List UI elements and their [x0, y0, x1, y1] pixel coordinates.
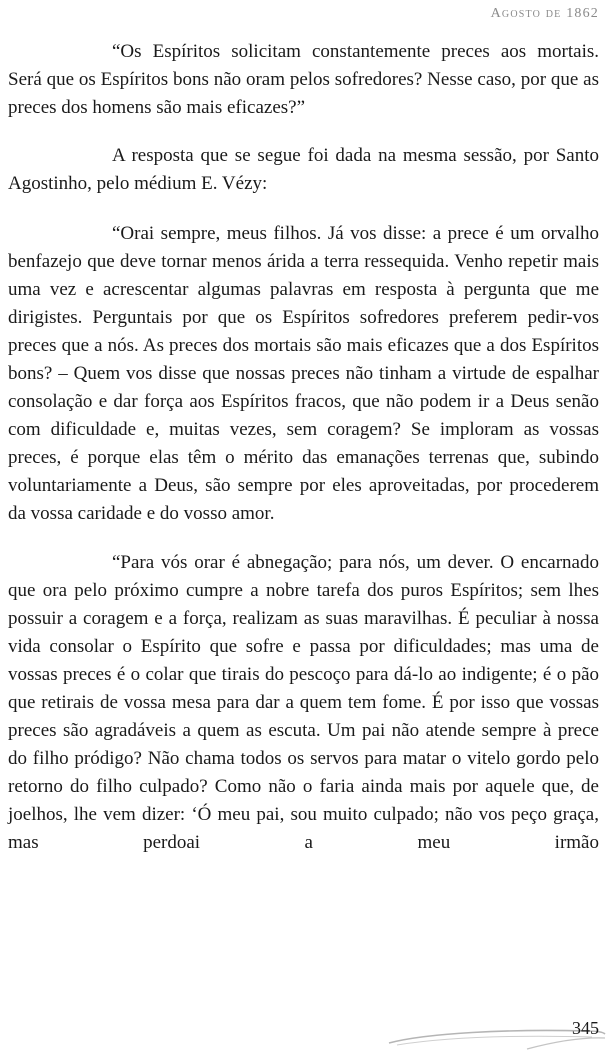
- paragraph-message-part-2: “Para vós orar é abnegação; para nós, um dever. O encarnado que ora pelo próximo cumpre a nobre tarefa dos puros Espíritos; sem lhes possuir a coragem e a força, realizam as suas maravilhas. É peculiar à nossa vida consolar o Espírito que sofre e passa por dificuldades; mas uma de vossas preces é o colar que tirais do pescoço para dá-lo ao indigente; é o pão que retirais de vossa mesa para dar a quem tem fome. É por isso que vossas preces são agradáveis a quem as escuta. Um pai não atende sempre à prece do filho pródigo? Não chama todos os servos para matar o vitelo gordo pelo retorno do filho culpado? Como não o faria ainda mais por aquele que, de joelhos, lhe vem dizer: ‘Ó meu pai, sou muito culpado; não vos peço graça, mas perdoai a meu irmão: [8, 552, 599, 853]
- page-footer: [387, 1007, 607, 1051]
- paragraph-message-part-1: “Orai sempre, meus filhos. Já vos disse: a prece é um orvalho benfazejo que deve tornar menos árida a terra ressequida. Venho repetir mais uma vez e acrescentar algumas palavras em resposta à pergunta que me dirigistes. Perguntais por que os Espíritos sofredores preferem pedir-vos preces que a nós. As preces dos mortais são mais eficazes que a dos Espíritos bons? – Quem vos disse que nossas preces não tinham a virtude de espalhar consolação e dar força aos Espíritos fracos, que não podem ir a Deus senão com dificuldade e, muitas vezes, sem coragem? Se imploram as vossas preces, é porque elas têm o mérito das emanações terrenas que, subindo voluntariamente a Deus, são sempre por eles aproveitadas, por procederem da vossa caridade e do vosso amor.: [8, 223, 599, 524]
- paragraph-question: “Os Espíritos solicitam constantemente preces aos mortais. Será que os Espíritos bons não oram pelos sofredores? Nesse caso, por que as preces dos homens são mais eficazes?”: [8, 41, 599, 118]
- running-header: Agosto de 1862: [490, 6, 599, 21]
- paragraph-intro: A resposta que se segue foi dada na mesma sessão, por Santo Agostinho, pelo médium E. Vézy:: [8, 145, 599, 194]
- page-body: [8, 38, 599, 857]
- page-number: 345: [572, 1018, 599, 1038]
